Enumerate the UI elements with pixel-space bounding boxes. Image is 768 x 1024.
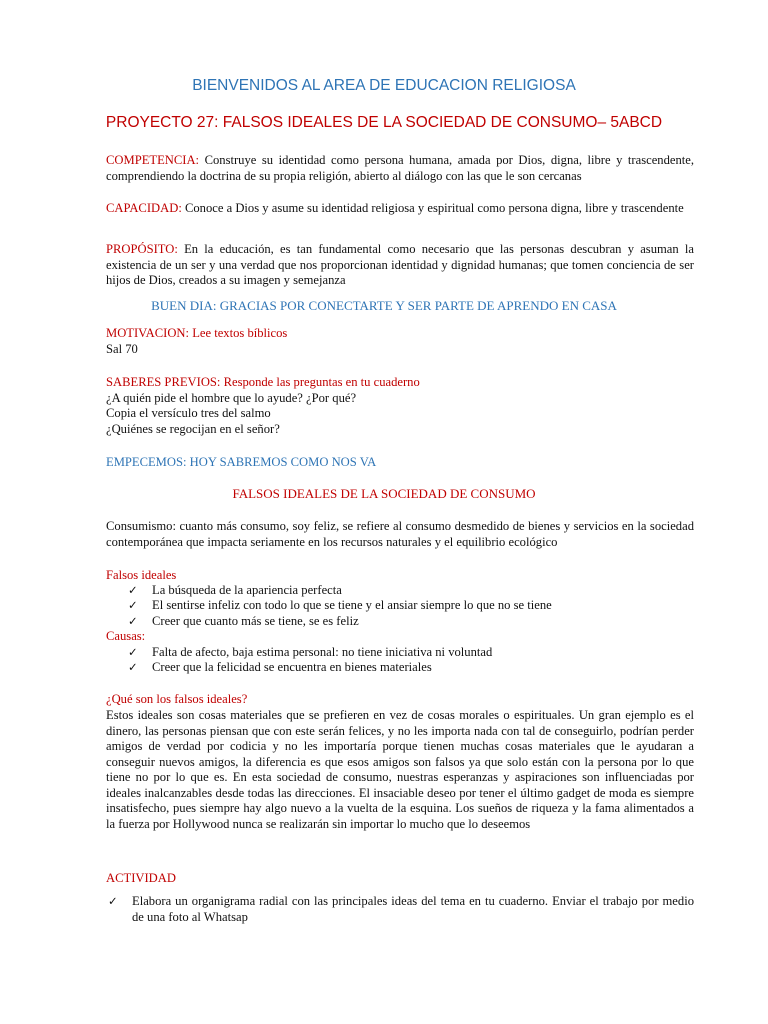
saberes-question: Copia el versículo tres del salmo bbox=[106, 406, 271, 420]
list-item bbox=[128, 598, 552, 614]
consumismo-paragraph: Consumismo: cuanto más consumo, soy feliz, se refiere al consumo desmedido de bienes y servicios en la sociedad contemporánea que impacta seriamente en los recursos naturales y el equilibrio ecológico bbox=[106, 519, 694, 549]
que-son-question: ¿Qué son los falsos ideales? bbox=[106, 692, 248, 706]
saberes-question: ¿Quiénes se regocijan en el señor? bbox=[106, 422, 280, 436]
list-item-text: El sentirse infeliz con todo lo que se tiene y el ansiar siempre lo que no se tiene bbox=[152, 598, 552, 612]
list-item-text: Creer que la felicidad se encuentra en bienes materiales bbox=[152, 660, 432, 674]
list-item-text: La búsqueda de la apariencia perfecta bbox=[152, 583, 342, 597]
checkmark-icon: ✓ bbox=[128, 598, 138, 612]
list-item bbox=[128, 660, 432, 676]
competencia-paragraph bbox=[106, 153, 694, 184]
list-item bbox=[128, 645, 492, 661]
proposito-label: PROPÓSITO: bbox=[106, 242, 178, 256]
list-item bbox=[128, 583, 342, 599]
que-son-paragraph: Estos ideales son cosas materiales que se prefieren en vez de cosas morales o espirituales. Un gran ejemplo es el dinero, las personas piensan que con este serán felices, y no les importa nada con tal de conseguirlo, podrían perder amigos de verdad por codicia y no les importaría porque tienen muchas cosas materiales que le ayudaran a conseguir nuevos amigos, la diferencia es que esos amigos son falsos ya que solo están con la persona por lo que tiene no por lo que es. En esta sociedad de consumo, nuestras esperanzas y aspiraciones son influenciadas por ideales inalcanzables desde todas las direcciones. El insaciable deseo por tener el último gadget de moda es siempre insatisfecho, pues siempre hay algo nuevo a la vuelta de la esquina. Los sueños de riqueza y la fama alimentados a la fuerza por Hollywood nunca se realizarán sin importar lo mucho que lo deseemos bbox=[106, 708, 694, 831]
activity-item bbox=[108, 894, 694, 925]
motivacion-line bbox=[106, 326, 287, 342]
checkmark-icon: ✓ bbox=[128, 583, 138, 597]
empecemos-line bbox=[106, 455, 376, 471]
list-item bbox=[128, 614, 359, 630]
checkmark-icon: ✓ bbox=[128, 614, 138, 628]
proposito-paragraph bbox=[106, 242, 694, 289]
causas-label: Causas: bbox=[106, 629, 146, 643]
capacidad-paragraph bbox=[106, 201, 694, 217]
activity-item-text: Elabora un organigrama radial con las principales ideas del tema en tu cuaderno. Enviar el trabajo por medio de una foto al Whatsap bbox=[132, 894, 694, 924]
checkmark-icon: ✓ bbox=[128, 660, 138, 674]
empecemos-text: HOY SABREMOS COMO NOS VA bbox=[189, 455, 377, 469]
actividad-label: ACTIVIDAD bbox=[106, 871, 176, 885]
saberes-label: SABERES PREVIOS: bbox=[106, 375, 221, 389]
capacidad-label: CAPACIDAD: bbox=[106, 201, 182, 215]
saberes-question: ¿A quién pide el hombre que lo ayude? ¿Por qué? bbox=[106, 391, 357, 405]
motivacion-label: MOTIVACION: bbox=[106, 326, 190, 340]
motivacion-reference: Sal 70 bbox=[106, 342, 138, 356]
competencia-label: COMPETENCIA: bbox=[106, 153, 200, 167]
buen-dia-banner: BUEN DIA: GRACIAS POR CONECTARTE Y SER PARTE DE APRENDO EN CASA bbox=[151, 298, 617, 313]
motivacion-text: Lee textos bíblicos bbox=[192, 326, 288, 340]
section-title: FALSOS IDEALES DE LA SOCIEDAD DE CONSUMO bbox=[232, 486, 536, 501]
competencia-text: Construye su identidad como persona humana, amada por Dios, digna, libre y trascendente, comprendiendo la doctrina de su propia religión, abierto al diálogo con las que le son cercanas bbox=[106, 153, 694, 183]
project-title: PROYECTO 27: FALSOS IDEALES DE LA SOCIEDAD DE CONSUMO– 5ABCD bbox=[105, 114, 663, 131]
welcome-title: BIENVENIDOS AL AREA DE EDUCACION RELIGIOSA bbox=[192, 77, 576, 94]
saberes-line bbox=[106, 375, 420, 391]
checkmark-icon: ✓ bbox=[128, 645, 138, 659]
capacidad-text: Conoce a Dios y asume su identidad religiosa y espiritual como persona digna, libre y trascendente bbox=[184, 201, 684, 215]
list-item-text: Falta de afecto, baja estima personal: no tiene iniciativa ni voluntad bbox=[152, 645, 493, 659]
falsos-ideales-label: Falsos ideales bbox=[106, 568, 177, 582]
empecemos-label: EMPECEMOS: bbox=[106, 455, 187, 469]
proposito-text: En la educación, es tan fundamental como necesario que las personas descubran y asuman la existencia de un ser y una verdad que nos proporcionan identidad y dignidad humanas; que tomen conciencia de ser hijos de Dios, creados a su imagen y semejanza bbox=[106, 242, 695, 287]
saberes-text: Responde las preguntas en tu cuaderno bbox=[223, 375, 420, 389]
list-item-text: Creer que cuanto más se tiene, se es feliz bbox=[152, 614, 359, 628]
checkmark-icon: ✓ bbox=[108, 894, 118, 908]
